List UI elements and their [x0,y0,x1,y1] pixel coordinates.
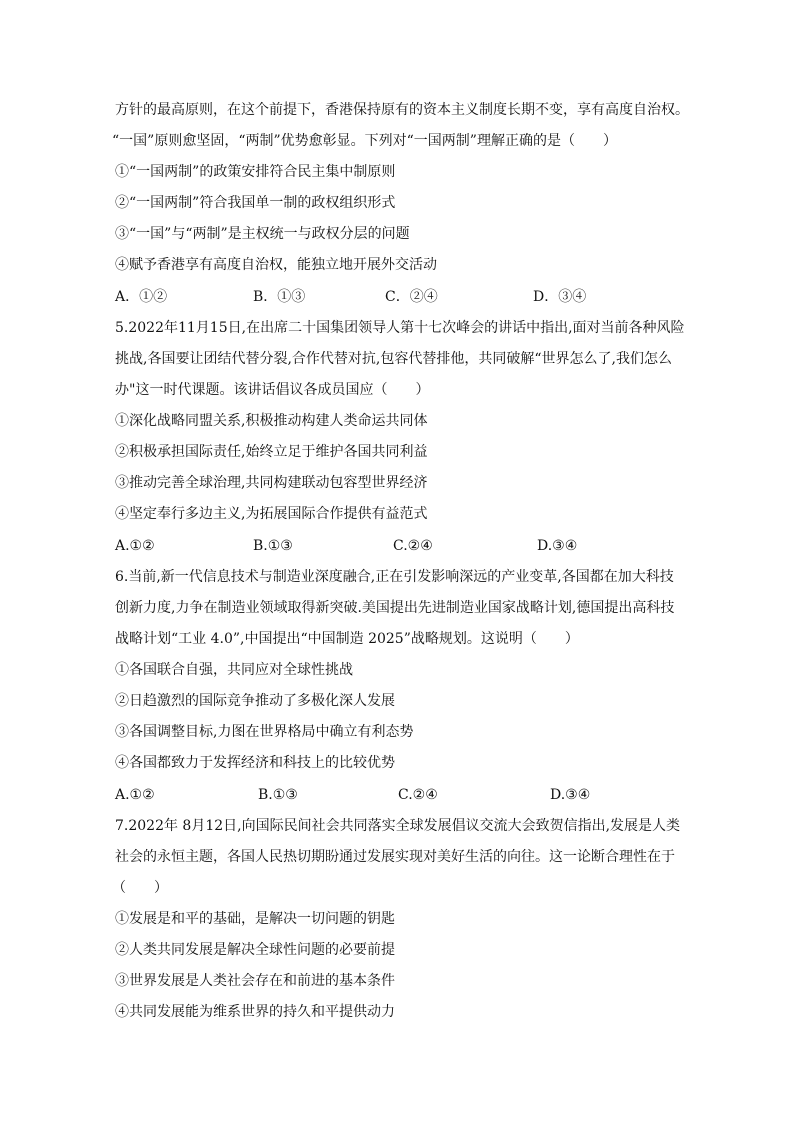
q5-line2: 挑战,各国要让团结代替分裂,合作代替对抗,包容代替排他，共同破解“世界怎么了,我们怎么 [115,351,672,367]
q5-line1: 5.2022年11月15日,在出席二十国集团领导人第十七次峰会的讲话中指出,面对当前各种风险 [115,320,685,336]
q5-item-4: ④坚定奉行多边主义,为拓展国际合作提供有益范式 [115,506,428,522]
q4-option-a: A．①② [115,289,168,305]
q5-option-a: A.①② [115,538,155,554]
q6-item-3: ③各国调整目标,力图在世界格局中确立有利态势 [115,724,414,740]
q6-line3: 战略计划“工业 4.0”,中国提出“中国制造 2025”战略规划。这说明（ ） [115,631,579,647]
q4-option-c: C．②④ [385,289,438,305]
q4-item-3: ③“一国”与“两制”是主权统一与政权分层的问题 [115,226,410,242]
q6-item-4: ④各国都致力于发挥经济和科技上的比较优势 [115,755,395,771]
q6-item-2: ②日趋激烈的国际竞争推动了多极化深人发展 [115,693,395,709]
q7-line3: （ ） [112,880,168,896]
q6-option-a: A.①② [115,787,155,803]
q4-intro-line2: “一国”原则愈坚固，“两制”优势愈彰显。下列对“一国两制”理解正确的是（ ） [112,133,617,149]
q5-option-d: D.③④ [537,538,578,554]
q6-option-c: C.②④ [398,787,438,803]
q7-item-3: ③世界发展是人类社会存在和前进的基本条件 [115,973,395,989]
q5-option-c: C.②④ [393,538,433,554]
q6-option-d: D.③④ [550,787,591,803]
q7-item-1: ①发展是和平的基础，是解决一切问题的钥匙 [115,911,395,927]
q7-line2: 社会的永恒主题，各国人民热切期盼通过发展实现对美好生活的向往。这一论断合理性在于 [115,849,675,865]
q6-line1: 6.当前,新一代信息技术与制造业深度融合,正在引发影响深远的产业变革,各国都在加大科技 [115,569,674,585]
q4-intro-line1: 方针的最高原则，在这个前提下，香港保持原有的资本主义制度长期不变，享有高度自治权。 [115,102,689,118]
q4-option-b: B．①③ [253,289,306,305]
q6-option-b: B.①③ [258,787,298,803]
q5-item-2: ②积极承担国际责任,始终立足于维护各国共同利益 [115,444,428,460]
q5-line3: 办"这一时代课题。该讲话倡议各成员国应（ ） [115,382,430,398]
q7-item-4: ④共同发展能为维系世界的持久和平提供动力 [115,1004,395,1020]
q5-item-1: ①深化战略同盟关系,积极推动构建人类命运共同体 [115,413,428,429]
q4-option-d: D．③④ [533,289,587,305]
q6-item-1: ①各国联合自强，共同应对全球性挑战 [115,662,353,678]
q7-line1: 7.2022年 8月12日,向国际民间社会共同落实全球发展倡议交流大会致贺信指出,发展是人类 [115,818,681,834]
q5-option-b: B.①③ [253,538,293,554]
q4-item-1: ①“一国两制”的政策安排符合民主集中制原则 [115,164,396,180]
q4-item-4: ④赋予香港享有高度自治权，能独立地开展外交活动 [115,257,437,273]
q7-item-2: ②人类共同发展是解决全球性问题的必要前提 [115,942,395,958]
q5-item-3: ③推动完善全球治理,共同构建联动包容型世界经济 [115,475,428,491]
q4-item-2: ②“一国两制”符合我国单一制的政权组织形式 [115,195,396,211]
q6-line2: 创新力度,力争在制造业领域取得新突破.美国提出先进制造业国家战略计划,德国提出高科技 [115,600,675,616]
